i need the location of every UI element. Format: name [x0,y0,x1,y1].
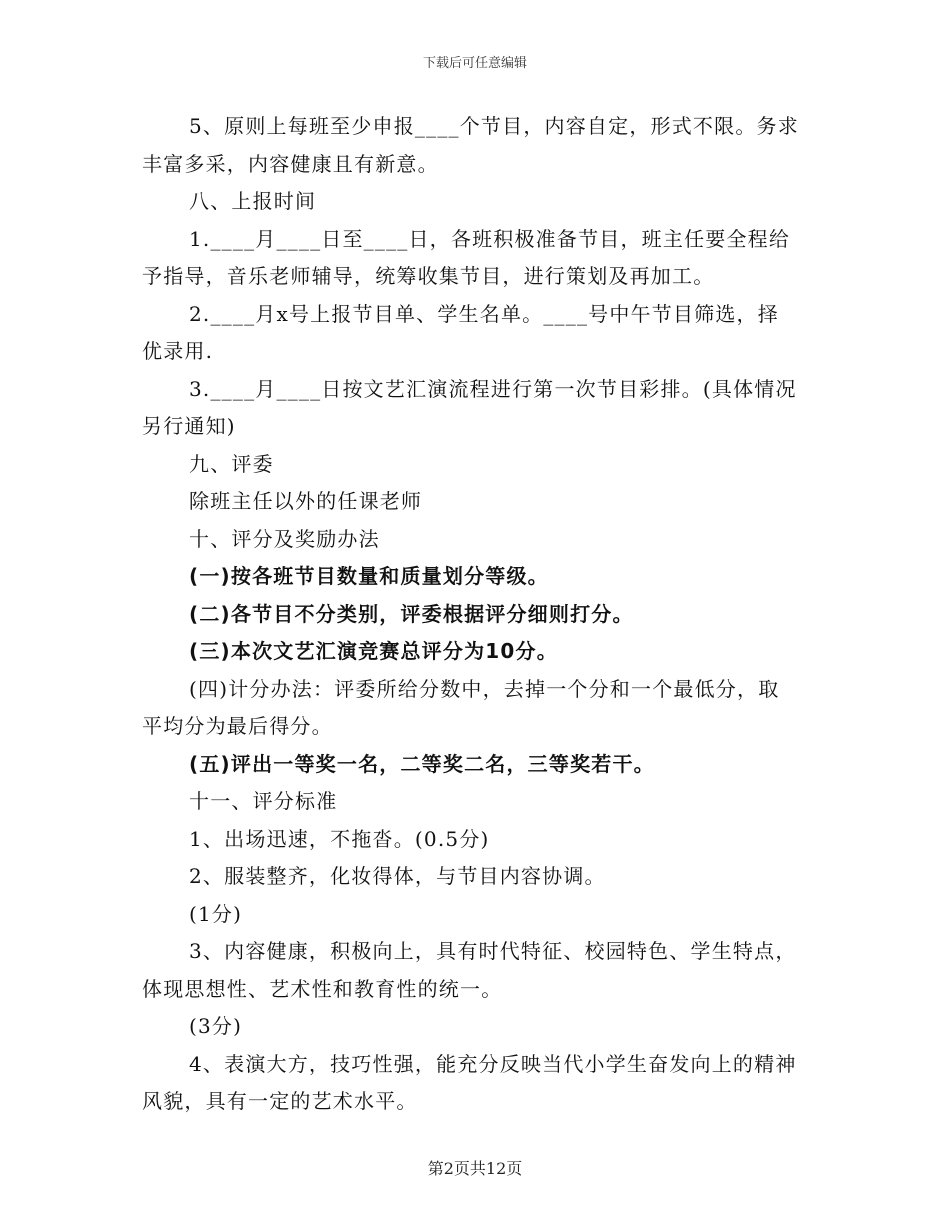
paragraph-line: 风貌，具有一定的艺术水平。 [142,1089,418,1113]
paragraph [142,371,812,446]
paragraph [142,596,812,634]
paragraph-line: 优录用. [142,339,214,363]
paragraph [142,933,812,1008]
paragraph [142,558,812,596]
paragraph-line: 丰富多采，内容健康且有新意。 [142,151,439,176]
paragraph-line: 3、内容健康，积极向上，具有时代特征、校园特色、学生特点， [189,939,797,963]
paragraph [142,446,812,484]
paragraph [142,1008,812,1046]
paragraph-line: 八、上报时间 [189,189,317,213]
paragraph-line: 2.____月x号上报节目单、学生名单。____号中午节目筛选，择 [189,301,779,326]
paragraph [142,821,812,859]
paragraph [142,858,812,896]
paragraph-line: 另行通知) [142,414,236,438]
paragraph-line: (1分) [189,901,243,926]
paragraph [142,108,812,183]
paragraph-line: (四)计分办法：评委所给分数中，去掉一个分和一个最低分，取 [189,676,780,701]
paragraph-line: (一)按各班节目数量和质量划分等级。 [189,564,549,588]
paragraph [142,483,812,521]
paragraph-line: 4、表演大方，技巧性强，能充分反映当代小学生奋发向上的精神 [189,1051,797,1076]
paragraph-line: (五)评出一等奖一名，二等奖二名，三等奖若干。 [189,751,655,776]
paragraph-line: 2、服装整齐，化妆得体，与节目内容协调。 [189,864,606,888]
paragraph [142,671,812,746]
paragraph-line: 5、原则上每班至少申报____个节目，内容自定，形式不限。务求 [189,114,799,138]
page-header: 下载后可任意编辑 [422,56,527,71]
paragraph [142,633,812,671]
paragraph [142,783,812,821]
paragraph [142,183,812,221]
paragraph-line: (二)各节目不分类别，评委根据评分细则打分。 [189,601,634,626]
paragraph [142,521,812,559]
paragraph-line: (三)本次文艺汇演竞赛总评分为10分。 [189,639,558,663]
paragraph [142,746,812,784]
paragraph-line: 平均分为最后得分。 [142,714,333,738]
page-footer: 第2页共12页 [427,1159,523,1178]
paragraph [142,1046,812,1121]
paragraph [142,221,812,296]
paragraph-line: (3分) [189,1014,243,1038]
paragraph-line: 除班主任以外的任课老师 [189,489,423,513]
paragraph-line: 1、出场迅速，不拖沓。(0.5分) [189,826,490,851]
paragraph-line: 3.____月____日按文艺汇演流程进行第一次节目彩排。(具体情况 [189,376,797,401]
document-body [142,108,812,1121]
paragraph-line: 十一、评分标准 [189,789,338,813]
paragraph-line: 体现思想性、艺术性和教育性的统一。 [142,976,503,1001]
paragraph-line: 九、评委 [189,451,274,476]
paragraph [142,896,812,934]
paragraph-line: 予指导，音乐老师辅导，统筹收集节目，进行策划及再加工。 [142,264,715,288]
paragraph-line: 十、评分及奖励办法 [189,526,380,551]
paragraph-line: 1.____月____日至____日，各班积极准备节目，班主任要全程给 [189,226,791,251]
paragraph [142,296,812,371]
